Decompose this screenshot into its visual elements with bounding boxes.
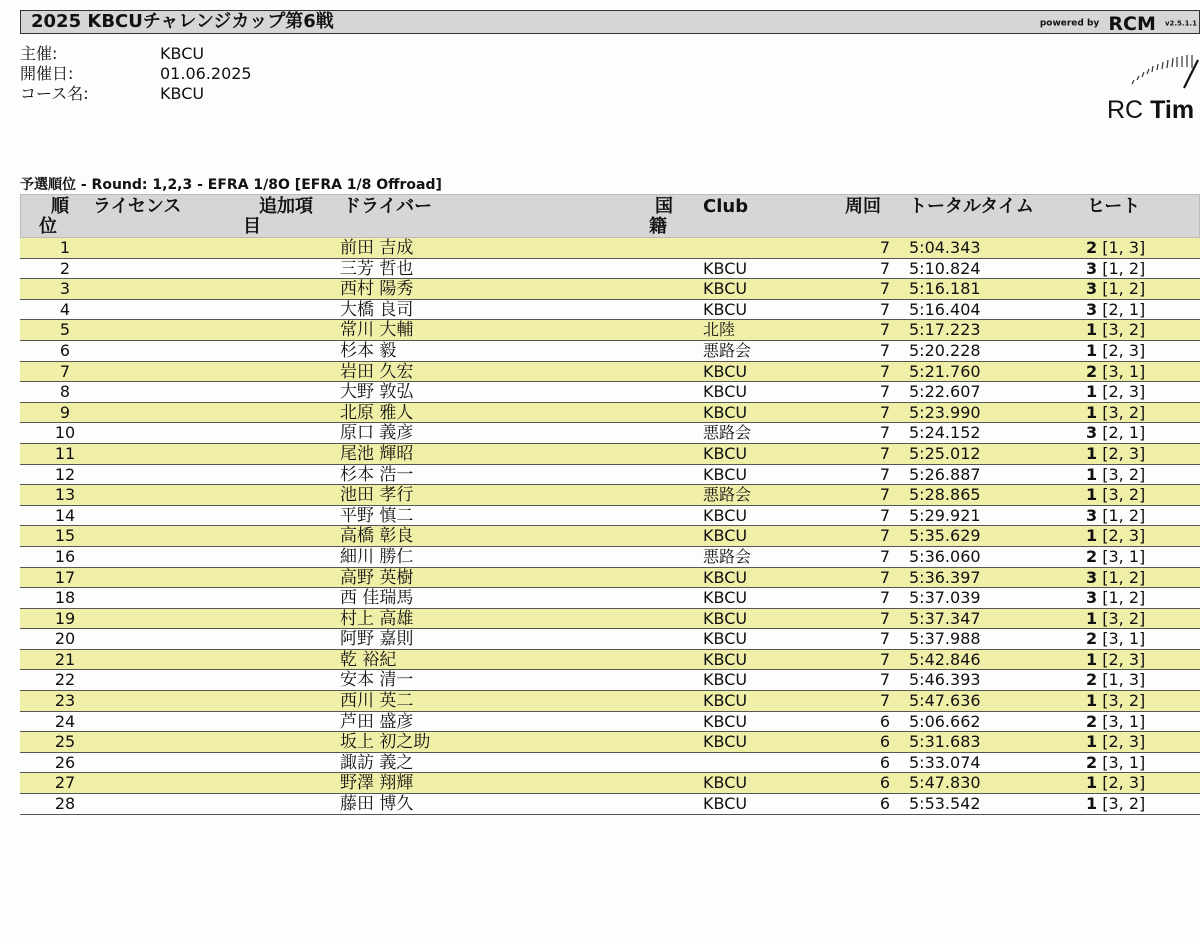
driver-cell: 阿野 嘉則	[340, 629, 414, 650]
heat-number: 1	[1086, 485, 1098, 505]
col-nat-line1: 国	[655, 196, 673, 217]
time-cell: 5:22.607	[909, 382, 981, 402]
position-cell: 5	[59, 320, 71, 340]
club-cell: KBCU	[703, 402, 748, 422]
event-title: 2025 KBCUチャレンジカップ第6戦	[31, 11, 334, 32]
position-cell: 25	[54, 732, 76, 752]
table-row	[20, 691, 1200, 712]
brand-name: RCM	[1108, 12, 1156, 35]
time-cell: 5:24.152	[909, 423, 981, 443]
heat-order: [1, 3]	[1097, 238, 1146, 257]
logo-tim: Tim	[1150, 96, 1195, 124]
heat-order: [2, 3]	[1097, 340, 1146, 360]
table-row	[20, 526, 1200, 547]
heat-cell	[1086, 712, 1145, 732]
table-row	[20, 444, 1200, 465]
table-row	[20, 485, 1200, 506]
heat-order: [3, 2]	[1097, 485, 1146, 505]
heat-order: [2, 1]	[1097, 423, 1146, 443]
time-cell: 5:29.921	[909, 505, 981, 525]
laps-cell: 6	[879, 711, 890, 731]
heat-order: [2, 3]	[1097, 773, 1146, 793]
table-row	[20, 279, 1200, 300]
laps-cell: 7	[879, 423, 890, 443]
laps-cell: 6	[879, 794, 890, 814]
time-cell: 5:37.988	[909, 629, 981, 649]
club-cell: KBCU	[703, 279, 748, 299]
table-body	[20, 238, 1200, 815]
table-header	[20, 194, 1200, 238]
time-cell: 5:46.393	[909, 670, 981, 690]
laps-cell: 7	[879, 258, 890, 278]
time-cell: 5:20.228	[909, 340, 981, 360]
driver-cell: 安本 清一	[340, 670, 414, 691]
position-cell: 1	[59, 238, 71, 257]
table-row	[20, 650, 1200, 671]
heat-order: [3, 2]	[1097, 402, 1146, 422]
laps-cell: 7	[879, 361, 890, 381]
col-nationality	[649, 197, 673, 237]
driver-cell: 北原 雅人	[340, 402, 414, 423]
col-pos-line2: 位	[39, 216, 57, 237]
club-cell: KBCU	[703, 526, 748, 546]
club-cell: 北陸	[703, 320, 736, 340]
time-cell: 5:23.990	[909, 402, 981, 422]
club-cell: KBCU	[703, 258, 748, 278]
table-row	[20, 341, 1200, 362]
position-cell: 4	[59, 299, 71, 319]
position-cell: 12	[54, 464, 76, 484]
heat-cell	[1086, 609, 1145, 629]
info-value: KBCU	[160, 44, 205, 63]
laps-cell: 7	[879, 588, 890, 608]
position-cell: 2	[59, 258, 71, 278]
driver-cell: 杉本 浩一	[340, 464, 414, 485]
laps-cell: 7	[879, 382, 890, 402]
time-cell: 5:42.846	[909, 649, 981, 669]
position-cell: 26	[54, 752, 76, 772]
laps-cell: 7	[879, 464, 890, 484]
heat-number: 1	[1086, 340, 1098, 360]
heat-order: [1, 2]	[1097, 588, 1146, 608]
heat-cell	[1086, 629, 1145, 649]
heat-order: [3, 2]	[1097, 464, 1146, 484]
time-cell: 5:25.012	[909, 443, 981, 463]
results-table	[20, 194, 1200, 815]
col-laps: 周回	[845, 196, 881, 217]
club-cell: 悪路会	[703, 340, 752, 360]
club-cell: KBCU	[703, 588, 748, 608]
heat-cell	[1086, 300, 1145, 320]
heat-cell	[1086, 691, 1145, 711]
laps-cell: 6	[879, 773, 890, 793]
club-cell: 悪路会	[703, 546, 752, 566]
table-row	[20, 794, 1200, 815]
heat-number: 3	[1086, 258, 1098, 278]
laps-cell: 7	[879, 299, 890, 319]
laps-cell: 7	[879, 340, 890, 360]
position-cell: 14	[54, 505, 76, 525]
time-cell: 5:47.830	[909, 773, 981, 793]
table-row	[20, 382, 1200, 403]
time-cell: 5:31.683	[909, 732, 981, 752]
table-row	[20, 568, 1200, 589]
time-cell: 5:10.824	[909, 258, 981, 278]
heat-number: 1	[1086, 464, 1098, 484]
laps-cell: 7	[879, 629, 890, 649]
club-cell: KBCU	[703, 505, 748, 525]
driver-cell: 諏訪 義之	[340, 752, 414, 773]
title-bar	[20, 10, 1200, 34]
time-cell: 5:04.343	[909, 238, 981, 257]
info-label: コース名:	[20, 84, 89, 103]
col-total-time: トータルタイム	[909, 196, 1034, 217]
club-cell: KBCU	[703, 382, 748, 402]
time-cell: 5:36.397	[909, 567, 981, 587]
position-cell: 19	[54, 608, 76, 628]
position-cell: 27	[54, 773, 76, 793]
heat-order: [1, 2]	[1097, 567, 1146, 587]
heat-cell	[1086, 547, 1145, 567]
info-label: 主催:	[20, 44, 58, 63]
heat-number: 3	[1086, 279, 1098, 299]
driver-cell: 村上 高雄	[340, 608, 414, 629]
heat-number: 1	[1086, 794, 1098, 814]
table-row	[20, 753, 1200, 774]
heat-number: 3	[1086, 588, 1098, 608]
heat-number: 1	[1086, 732, 1098, 752]
table-row	[20, 712, 1200, 733]
heat-order: [2, 3]	[1097, 732, 1146, 752]
position-cell: 21	[54, 649, 76, 669]
driver-cell: 乾 裕紀	[340, 649, 397, 670]
heat-number: 2	[1086, 361, 1098, 381]
col-club: Club	[703, 196, 749, 217]
table-row	[20, 238, 1200, 259]
info-value: KBCU	[160, 84, 205, 103]
heat-number: 1	[1086, 320, 1098, 340]
heat-cell	[1086, 794, 1145, 814]
position-cell: 18	[54, 588, 76, 608]
heat-order: [3, 1]	[1097, 629, 1146, 649]
heat-cell	[1086, 506, 1145, 526]
table-row	[20, 588, 1200, 609]
heat-order: [2, 1]	[1097, 299, 1146, 319]
table-row	[20, 259, 1200, 280]
driver-cell: 藤田 博久	[340, 794, 414, 815]
table-row	[20, 547, 1200, 568]
laps-cell: 7	[879, 238, 890, 257]
driver-cell: 野澤 翔輝	[340, 773, 414, 794]
club-cell: KBCU	[703, 691, 748, 711]
club-cell: KBCU	[703, 629, 748, 649]
driver-cell: 杉本 毅	[340, 340, 397, 361]
heat-cell	[1086, 279, 1145, 299]
heat-cell	[1086, 403, 1145, 423]
info-row-course	[20, 84, 252, 104]
laps-cell: 6	[879, 732, 890, 752]
heat-number: 2	[1086, 752, 1098, 772]
powered-by	[1040, 12, 1197, 35]
driver-cell: 平野 慎二	[340, 505, 414, 526]
heat-order: [1, 2]	[1097, 505, 1146, 525]
position-cell: 15	[54, 526, 76, 546]
info-row-organizer	[20, 44, 252, 64]
section-title: 予選順位 - Round: 1,2,3 - EFRA 1/8O [EFRA 1/8 Offroad]	[20, 177, 442, 193]
laps-cell: 7	[879, 691, 890, 711]
club-cell: 悪路会	[703, 485, 752, 505]
time-cell: 5:28.865	[909, 485, 981, 505]
table-row	[20, 773, 1200, 794]
position-cell: 28	[54, 794, 76, 814]
heat-number: 2	[1086, 629, 1098, 649]
col-extra	[243, 197, 313, 237]
heat-number: 3	[1086, 423, 1098, 443]
time-cell: 5:26.887	[909, 464, 981, 484]
heat-cell	[1086, 362, 1145, 382]
heat-number: 1	[1086, 691, 1098, 711]
table-row	[20, 403, 1200, 424]
heat-cell	[1086, 588, 1145, 608]
heat-order: [3, 1]	[1097, 546, 1146, 566]
table-row	[20, 670, 1200, 691]
driver-cell: 岩田 久宏	[340, 361, 414, 382]
info-value: 01.06.2025	[160, 64, 252, 83]
driver-cell: 大野 敦弘	[340, 382, 414, 403]
heat-cell	[1086, 526, 1145, 546]
laps-cell: 7	[879, 526, 890, 546]
heat-number: 2	[1086, 546, 1098, 566]
col-extra-line2: 目	[243, 216, 261, 237]
position-cell: 16	[54, 546, 76, 566]
club-cell: KBCU	[703, 443, 748, 463]
table-row	[20, 423, 1200, 444]
heat-order: [2, 3]	[1097, 649, 1146, 669]
event-info	[20, 44, 252, 104]
driver-cell: 大橋 良司	[340, 299, 414, 320]
heat-cell	[1086, 753, 1145, 773]
driver-cell: 三芳 哲也	[340, 258, 414, 279]
time-cell: 5:17.223	[909, 320, 981, 340]
heat-number: 2	[1086, 711, 1098, 731]
heat-cell	[1086, 382, 1145, 402]
heat-number: 3	[1086, 567, 1098, 587]
club-cell: KBCU	[703, 649, 748, 669]
heat-number: 1	[1086, 608, 1098, 628]
club-cell: KBCU	[703, 711, 748, 731]
heat-number: 2	[1086, 670, 1098, 690]
col-driver: ドライバー	[343, 196, 433, 217]
position-cell: 11	[54, 443, 76, 463]
heat-cell	[1086, 485, 1145, 505]
logo-rc: RC	[1107, 96, 1144, 124]
laps-cell: 6	[879, 752, 890, 772]
version-label: v2.5.1.1	[1164, 19, 1197, 28]
position-cell: 10	[54, 423, 76, 443]
heat-order: [1, 3]	[1097, 670, 1146, 690]
laps-cell: 7	[879, 402, 890, 422]
driver-cell: 常川 大輔	[340, 320, 414, 341]
table-row	[20, 629, 1200, 650]
driver-cell: 前田 吉成	[340, 238, 414, 258]
heat-number: 3	[1086, 299, 1098, 319]
laps-cell: 7	[879, 567, 890, 587]
laps-cell: 7	[879, 670, 890, 690]
time-cell: 5:16.181	[909, 279, 981, 299]
laps-cell: 7	[879, 443, 890, 463]
heat-order: [3, 1]	[1097, 361, 1146, 381]
heat-number: 1	[1086, 649, 1098, 669]
heat-cell	[1086, 732, 1145, 752]
driver-cell: 高橋 彰良	[340, 526, 414, 547]
club-cell: KBCU	[703, 794, 748, 814]
time-cell: 5:47.636	[909, 691, 981, 711]
table-row	[20, 506, 1200, 527]
heat-order: [3, 2]	[1097, 794, 1146, 814]
driver-cell: 西川 英二	[340, 691, 414, 712]
position-cell: 9	[59, 402, 71, 422]
club-cell: KBCU	[703, 567, 748, 587]
position-cell: 22	[54, 670, 76, 690]
driver-cell: 細川 勝仁	[340, 546, 414, 567]
heat-order: [2, 3]	[1097, 443, 1146, 463]
table-row	[20, 609, 1200, 630]
table-row	[20, 732, 1200, 753]
heat-order: [2, 3]	[1097, 526, 1146, 546]
driver-cell: 西村 陽秀	[340, 279, 414, 300]
driver-cell: 池田 孝行	[340, 485, 414, 506]
position-cell: 3	[59, 279, 71, 299]
time-cell: 5:37.039	[909, 588, 981, 608]
heat-cell	[1086, 444, 1145, 464]
col-nat-line2: 籍	[649, 216, 667, 237]
heat-cell	[1086, 670, 1145, 690]
time-cell: 5:16.404	[909, 299, 981, 319]
heat-number: 1	[1086, 382, 1098, 402]
heat-number: 1	[1086, 402, 1098, 422]
driver-cell: 芦田 盛彦	[340, 711, 414, 732]
info-label: 開催日:	[20, 64, 74, 83]
heat-cell	[1086, 238, 1145, 258]
driver-cell: 原口 義彦	[340, 423, 414, 444]
heat-order: [3, 2]	[1097, 691, 1146, 711]
heat-order: [3, 2]	[1097, 320, 1146, 340]
club-cell: KBCU	[703, 608, 748, 628]
heat-order: [3, 1]	[1097, 711, 1146, 731]
laps-cell: 7	[879, 546, 890, 566]
heat-cell	[1086, 320, 1145, 340]
heat-number: 1	[1086, 526, 1098, 546]
table-row	[20, 465, 1200, 486]
club-cell: KBCU	[703, 732, 748, 752]
rc-timing-logo	[1107, 96, 1194, 125]
powered-by-label: powered by	[1039, 18, 1100, 29]
heat-order: [1, 2]	[1097, 258, 1146, 278]
heat-cell	[1086, 650, 1145, 670]
heat-cell	[1086, 568, 1145, 588]
col-pos	[39, 196, 69, 237]
laps-cell: 7	[879, 608, 890, 628]
position-cell: 17	[54, 567, 76, 587]
heat-cell	[1086, 423, 1145, 443]
position-cell: 7	[59, 361, 71, 381]
heat-order: [3, 2]	[1097, 608, 1146, 628]
heat-order: [3, 1]	[1097, 752, 1146, 772]
table-row	[20, 300, 1200, 321]
time-cell: 5:36.060	[909, 546, 981, 566]
position-cell: 6	[59, 340, 71, 360]
driver-cell: 西 佳瑞馬	[340, 588, 414, 609]
position-cell: 24	[54, 711, 76, 731]
laps-cell: 7	[879, 485, 890, 505]
info-row-date	[20, 64, 252, 84]
club-cell: KBCU	[703, 464, 748, 484]
col-heat: ヒート	[1087, 196, 1141, 217]
heat-number: 1	[1086, 773, 1098, 793]
position-cell: 8	[59, 382, 71, 402]
laps-cell: 7	[879, 279, 890, 299]
driver-cell: 尾池 輝昭	[340, 443, 414, 464]
laps-cell: 7	[879, 320, 890, 340]
club-cell: KBCU	[703, 773, 748, 793]
col-extra-line1: 追加項	[259, 196, 313, 217]
time-cell: 5:37.347	[909, 608, 981, 628]
col-pos-line1: 順	[51, 196, 69, 217]
driver-cell: 高野 英樹	[340, 567, 414, 588]
position-cell: 13	[54, 485, 76, 505]
time-cell: 5:35.629	[909, 526, 981, 546]
heat-cell	[1086, 259, 1145, 279]
table-row	[20, 320, 1200, 341]
table-row	[20, 362, 1200, 383]
heat-cell	[1086, 465, 1145, 485]
club-cell: KBCU	[703, 670, 748, 690]
heat-order: [2, 3]	[1097, 382, 1146, 402]
time-cell: 5:06.662	[909, 711, 981, 731]
heat-cell	[1086, 341, 1145, 361]
heat-number: 2	[1086, 238, 1098, 257]
time-cell: 5:33.074	[909, 752, 981, 772]
heat-order: [1, 2]	[1097, 279, 1146, 299]
col-license: ライセンス	[93, 196, 182, 217]
time-cell: 5:21.760	[909, 361, 981, 381]
heat-number: 1	[1086, 443, 1098, 463]
position-cell: 23	[54, 691, 76, 711]
club-cell: KBCU	[703, 361, 748, 381]
club-cell: KBCU	[703, 299, 748, 319]
position-cell: 20	[54, 629, 76, 649]
heat-number: 3	[1086, 505, 1098, 525]
driver-cell: 坂上 初之助	[340, 732, 431, 753]
heat-cell	[1086, 773, 1145, 793]
time-cell: 5:53.542	[909, 794, 981, 814]
laps-cell: 7	[879, 505, 890, 525]
laps-cell: 7	[879, 649, 890, 669]
club-cell: 悪路会	[703, 423, 752, 443]
